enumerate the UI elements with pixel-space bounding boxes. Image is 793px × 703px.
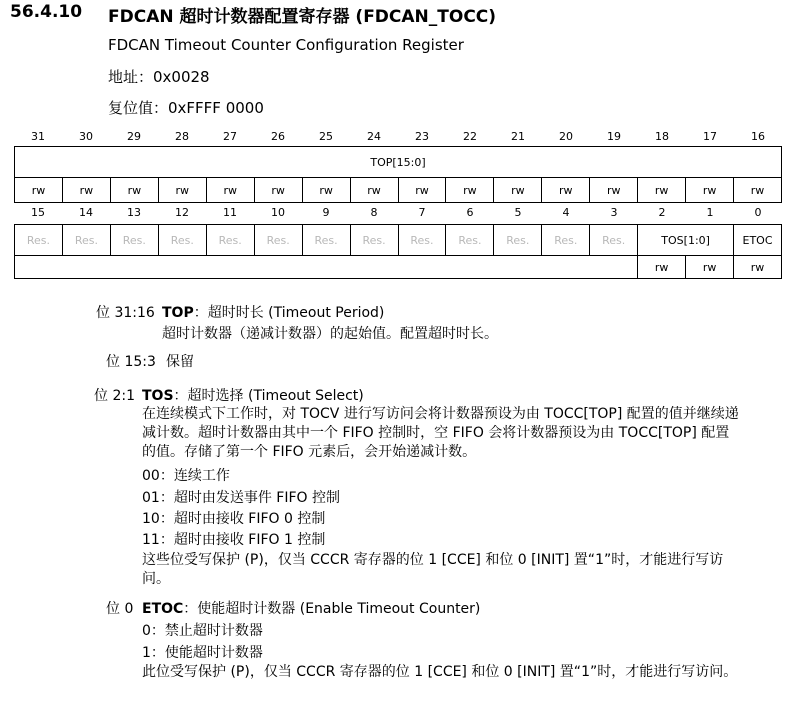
bit-number: 13 <box>127 205 141 219</box>
access-type-cell: rw <box>206 178 254 203</box>
bit-numbers-high <box>14 127 782 145</box>
bit-number: 22 <box>463 129 477 143</box>
register-row-low <box>14 224 782 256</box>
access-type-cell: rw <box>350 178 398 203</box>
tos-option-10: 10：超时由接收 FIFO 0 控制 <box>142 511 326 527</box>
tos-field-name: TOS <box>142 388 174 404</box>
reserved-bit-cell: Res. <box>110 225 158 256</box>
bit-number: 5 <box>514 205 522 219</box>
bit-number: 4 <box>562 205 570 219</box>
reserved-bit-cell: Res. <box>494 225 542 256</box>
etoc-write-protect-note: 此位受写保护 (P)，仅当 CCCR 寄存器的位 1 [CCE] 和位 0 [INIT] 置“1”时，才能进行写访问。 <box>142 664 738 680</box>
bit-number: 21 <box>511 129 525 143</box>
access-type-cell: rw <box>302 178 350 203</box>
access-type-cell: rw <box>15 178 63 203</box>
bit-number: 20 <box>559 129 573 143</box>
access-type-cell: rw <box>734 178 782 203</box>
bit-number: 2 <box>658 205 666 219</box>
reserved-bit-cell: Res. <box>446 225 494 256</box>
section-number: 56.4.10 <box>10 2 83 22</box>
tos-field-heading <box>142 385 364 405</box>
bit-number: 27 <box>223 129 237 143</box>
tos-option-00: 00：连续工作 <box>142 468 230 484</box>
bit-number: 0 <box>754 205 762 219</box>
register-row-high <box>14 146 782 178</box>
top-field-name: TOP <box>162 305 194 321</box>
bit-number: 23 <box>415 129 429 143</box>
tos-option-11: 11：超时由接收 FIFO 1 控制 <box>142 532 326 548</box>
access-type-cell: rw <box>110 178 158 203</box>
reserved-bit-cell: Res. <box>158 225 206 256</box>
bit-number: 11 <box>223 205 237 219</box>
register-english-name: FDCAN Timeout Counter Configuration Register <box>108 36 464 54</box>
bit-number: 7 <box>418 205 426 219</box>
access-type-cell: rw <box>158 178 206 203</box>
access-type-cell: rw <box>62 178 110 203</box>
access-type-cell: rw <box>686 178 734 203</box>
etoc-option-1: 1：使能超时计数器 <box>142 645 263 661</box>
etoc-field-name: ETOC <box>142 601 184 617</box>
access-type-cell: rw <box>542 178 590 203</box>
access-type-cell: rw <box>590 178 638 203</box>
bit-number: 6 <box>466 205 474 219</box>
etoc-field-heading <box>142 598 480 618</box>
bit-number: 12 <box>175 205 189 219</box>
top-field-cell: TOP[15:0] <box>15 147 782 178</box>
access-type-cell: rw <box>254 178 302 203</box>
access-type-cell: rw <box>686 256 734 279</box>
access-row-high <box>14 177 782 203</box>
bit-numbers-low <box>14 203 782 221</box>
bit-number: 17 <box>703 129 717 143</box>
access-row-low <box>14 255 782 279</box>
tos-field-description: 在连续模式下工作时，对 TOCV 进行写访问会将计数器预设为由 TOCC[TOP] 配置的值并继续递减计数。超时计数器由其中一个 FIFO 控制时，空 FIFO 会将计数器预设为由 TOCC[TOP] 配置的值。存储了第一个 FIFO 元素后，会开始递减计数。 <box>142 406 739 460</box>
register-reset-value: 复位值：0xFFFF 0000 <box>108 99 264 117</box>
bit-number: 28 <box>175 129 189 143</box>
reserved-bits-label: 位 15:3 <box>106 354 156 370</box>
etoc-field-title: ：使能超时计数器 (Enable Timeout Counter) <box>183 601 481 617</box>
bit-number: 10 <box>271 205 285 219</box>
bit-number: 30 <box>79 129 93 143</box>
bit-number: 25 <box>319 129 333 143</box>
etoc-bits-label: 位 0 <box>106 601 134 617</box>
access-type-cell: rw <box>494 178 542 203</box>
tos-write-protect-note: 这些位受写保护 (P)，仅当 CCCR 寄存器的位 1 [CCE] 和位 0 [INIT] 置“1”时，才能进行写访问。 <box>142 552 724 587</box>
reserved-bit-cell: Res. <box>62 225 110 256</box>
bit-number: 9 <box>322 205 330 219</box>
access-type-cell: rw <box>734 256 782 279</box>
bit-number: 16 <box>751 129 765 143</box>
top-field-heading <box>162 302 384 322</box>
bit-number: 1 <box>706 205 714 219</box>
bit-number: 3 <box>610 205 618 219</box>
reserved-bit-cell: Res. <box>398 225 446 256</box>
reserved-bit-cell: Res. <box>590 225 638 256</box>
reserved-bit-cell: Res. <box>15 225 63 256</box>
access-type-cell: rw <box>638 178 686 203</box>
reserved-bit-cell: Res. <box>350 225 398 256</box>
bit-number: 15 <box>31 205 45 219</box>
tos-option-01: 01：超时由发送事件 FIFO 控制 <box>142 490 340 506</box>
reserved-bit-cell: Res. <box>206 225 254 256</box>
access-type-cell: rw <box>446 178 494 203</box>
bit-number: 31 <box>31 129 45 143</box>
bit-number: 26 <box>271 129 285 143</box>
bit-number: 14 <box>79 205 93 219</box>
top-bits-label: 位 31:16 <box>96 305 155 321</box>
bit-number: 8 <box>370 205 378 219</box>
reserved-bit-cell: Res. <box>254 225 302 256</box>
bit-number: 19 <box>607 129 621 143</box>
access-type-cell: rw <box>638 256 686 279</box>
reserved-field-title: 保留 <box>166 354 194 370</box>
bit-number: 18 <box>655 129 669 143</box>
etoc-option-0: 0：禁止超时计数器 <box>142 623 263 639</box>
access-type-cell: rw <box>398 178 446 203</box>
tos-bits-label: 位 2:1 <box>94 388 135 404</box>
reserved-bit-cell: Res. <box>302 225 350 256</box>
tos-field-cell: TOS[1:0] <box>638 225 734 256</box>
reserved-access-blank <box>15 256 638 279</box>
register-title: FDCAN 超时计数器配置寄存器 (FDCAN_TOCC) <box>108 7 497 27</box>
register-address: 地址：0x0028 <box>108 68 210 86</box>
bit-number: 29 <box>127 129 141 143</box>
top-field-title: ：超时时长 (Timeout Period) <box>193 305 385 321</box>
bit-number: 24 <box>367 129 381 143</box>
top-field-description: 超时计数器（递减计数器）的起始值。配置超时时长。 <box>162 326 498 342</box>
reserved-bit-cell: Res. <box>542 225 590 256</box>
tos-field-title: ：超时选择 (Timeout Select) <box>173 388 364 404</box>
etoc-field-cell: ETOC <box>734 225 782 256</box>
